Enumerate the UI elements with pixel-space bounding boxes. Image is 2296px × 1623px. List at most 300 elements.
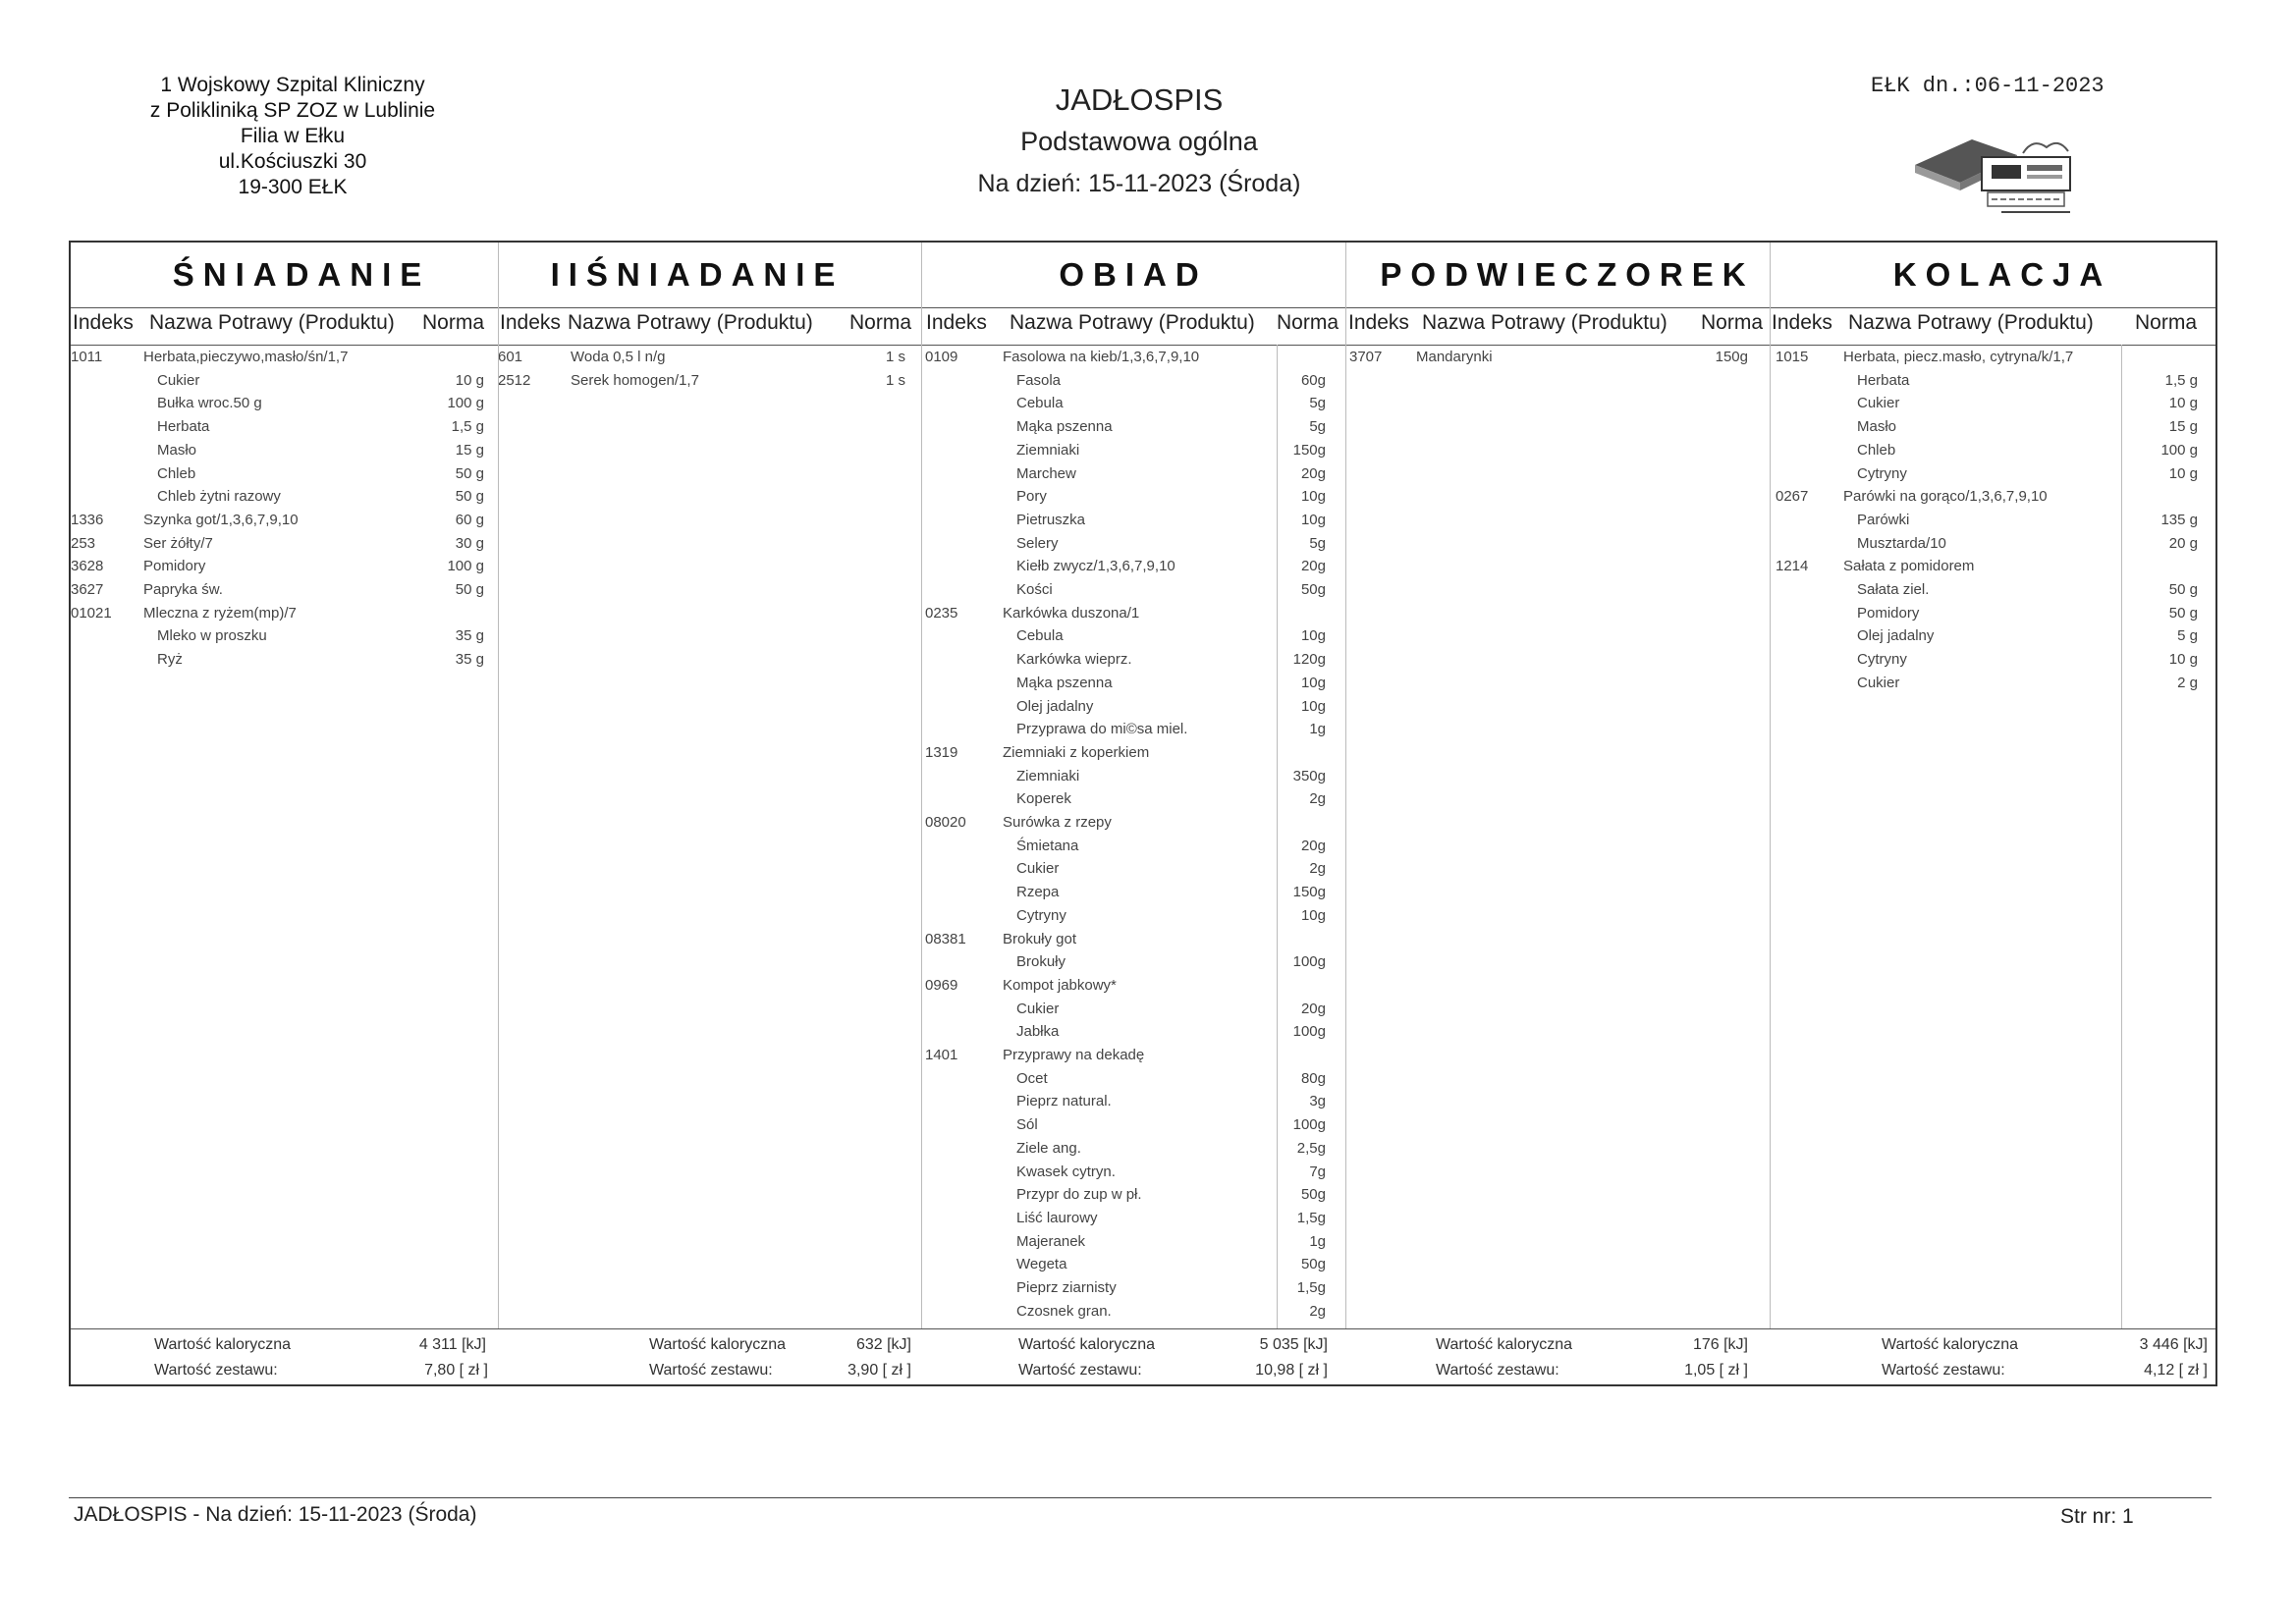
- meal-afternoon-snack: [1345, 243, 1770, 1386]
- row-name: Herbata,pieczywo,masło/śn/1,7: [143, 349, 349, 365]
- row-name: Przyprawy na dekadę: [1003, 1047, 1145, 1063]
- col-index-header: Indeks: [926, 311, 987, 334]
- row-name: Sałata ziel.: [1857, 581, 1930, 598]
- menu-table: [69, 241, 2217, 1386]
- menu-row: [921, 953, 1345, 977]
- menu-row: [921, 1303, 1345, 1326]
- menu-row: [921, 1140, 1345, 1163]
- cost-label: Wartość zestawu:: [1436, 1362, 1559, 1379]
- row-norm: 1,5g: [1296, 1209, 1326, 1226]
- menu-row: [921, 1186, 1345, 1210]
- meal-title: PODWIECZOREK: [1380, 256, 1755, 293]
- section-separator: [498, 243, 499, 1328]
- menu-row: [71, 488, 498, 512]
- row-name: Pieprz ziarnisty: [1016, 1279, 1117, 1296]
- institution-line: Filia w Ełku: [240, 125, 346, 147]
- row-name: Rzepa: [1016, 884, 1060, 901]
- cost-label: Wartość zestawu:: [1018, 1362, 1142, 1379]
- row-norm: 50 g: [2168, 604, 2198, 622]
- row-name: Ziemniaki: [1016, 767, 1080, 784]
- printer-logo-icon: [1913, 126, 2082, 220]
- menu-row: [921, 418, 1345, 442]
- row-index: 601: [498, 349, 523, 365]
- row-norm: 100g: [1292, 1116, 1326, 1134]
- row-norm: 30 g: [455, 534, 484, 552]
- row-name: Pory: [1016, 488, 1047, 506]
- column-headers: [498, 311, 921, 343]
- menu-row: [1770, 535, 2215, 559]
- row-name: Cebula: [1016, 395, 1064, 412]
- menu-row: [71, 581, 498, 605]
- menu-row: [921, 790, 1345, 814]
- row-index: 08020: [925, 814, 966, 831]
- menu-row: [921, 1047, 1345, 1070]
- col-index-header: Indeks: [500, 311, 561, 334]
- menu-row: [921, 558, 1345, 581]
- menu-row: [1770, 442, 2215, 465]
- meal-title: KOLACJA: [1892, 256, 2112, 293]
- row-norm: 100g: [1292, 1023, 1326, 1041]
- row-index: 3628: [71, 558, 104, 575]
- menu-row: [921, 1256, 1345, 1279]
- menu-row: [921, 698, 1345, 722]
- menu-row: [71, 418, 498, 442]
- row-norm: 20g: [1300, 558, 1326, 575]
- menu-row: [921, 860, 1345, 884]
- menu-row: [921, 581, 1345, 605]
- row-norm: 10 g: [2168, 464, 2198, 482]
- kcal-label: Wartość kaloryczna: [649, 1336, 786, 1353]
- row-norm: 10g: [1300, 697, 1326, 715]
- row-name: Surówka z rzepy: [1003, 814, 1112, 831]
- menu-row: [71, 442, 498, 465]
- row-index: 0109: [925, 349, 958, 365]
- menu-row: [921, 395, 1345, 418]
- menu-row: [921, 768, 1345, 791]
- row-norm: 2g: [1309, 1302, 1326, 1320]
- menu-row: [1770, 349, 2215, 372]
- column-headers: [921, 311, 1345, 343]
- kcal-value: 5 035 [kJ]: [1259, 1336, 1328, 1353]
- menu-row: [1770, 512, 2215, 535]
- row-name: Ser żółty/7: [143, 534, 213, 552]
- row-norm: 1,5g: [1296, 1279, 1326, 1296]
- row-name: Cukier: [1857, 395, 1900, 412]
- row-norm: 150g: [1715, 349, 1748, 365]
- row-index: 253: [71, 534, 96, 552]
- menu-row: [921, 721, 1345, 744]
- col-name-header: Nazwa Potrawy (Produktu): [1010, 311, 1255, 334]
- row-norm: 10 g: [2168, 395, 2198, 412]
- menu-row: [1770, 558, 2215, 581]
- row-name: Mleko w proszku: [157, 627, 267, 645]
- row-name: Liść laurowy: [1016, 1209, 1098, 1226]
- institution-line: 19-300 EŁK: [238, 176, 348, 198]
- row-norm: 15 g: [455, 441, 484, 459]
- column-headers: [1770, 311, 2215, 343]
- col-norm-header: Norma: [1701, 311, 1764, 334]
- menu-row: [921, 512, 1345, 535]
- menu-row: [71, 372, 498, 396]
- title-block: [864, 81, 1414, 204]
- meal-title: OBIAD: [1059, 256, 1208, 293]
- row-name: Chleb: [1857, 441, 1896, 459]
- row-name: Majeranek: [1016, 1232, 1086, 1250]
- row-index: 1319: [925, 743, 958, 761]
- institution-line: ul.Kościuszki 30: [218, 150, 367, 173]
- menu-row: [921, 605, 1345, 628]
- row-norm: 5g: [1309, 395, 1326, 412]
- row-norm: 60 g: [455, 511, 484, 528]
- menu-row: [71, 535, 498, 559]
- menu-row: [1770, 395, 2215, 418]
- menu-row: [1770, 627, 2215, 651]
- menu-row: [1345, 349, 1770, 372]
- menu-row: [921, 465, 1345, 489]
- menu-row: [498, 372, 921, 396]
- column-headers: [71, 311, 498, 343]
- col-index-header: Indeks: [73, 311, 134, 334]
- row-norm: 1g: [1309, 721, 1326, 738]
- kcal-label: Wartość kaloryczna: [1882, 1336, 2018, 1353]
- row-name: Brokuły got: [1003, 930, 1077, 947]
- row-name: Cebula: [1016, 627, 1064, 645]
- col-norm-header: Norma: [1277, 311, 1339, 334]
- row-name: Kości: [1016, 581, 1053, 598]
- kcal-value: 4 311 [kJ]: [418, 1336, 486, 1353]
- row-norm: 10g: [1300, 674, 1326, 691]
- row-name: Mąka pszenna: [1016, 418, 1113, 436]
- menu-row: [921, 627, 1345, 651]
- menu-row: [71, 465, 498, 489]
- meal-title: IIŚNIADANIE: [550, 256, 845, 293]
- row-norm: 10 g: [455, 371, 484, 389]
- row-name: Czosnek gran.: [1016, 1302, 1112, 1320]
- cost-label: Wartość zestawu:: [154, 1362, 278, 1379]
- menu-row: [921, 1116, 1345, 1140]
- menu-row: [921, 744, 1345, 768]
- cost-value: 10,98 [ zł ]: [1255, 1362, 1328, 1379]
- menu-row: [1770, 465, 2215, 489]
- row-name: Ryż: [157, 651, 183, 669]
- diet-name: Podstawowa ogólna: [1020, 127, 1258, 156]
- row-norm: 20g: [1300, 837, 1326, 854]
- cost-label: Wartość zestawu:: [1882, 1362, 2005, 1379]
- row-name: Bułka wroc.50 g: [157, 395, 262, 412]
- row-name: Cytryny: [1857, 651, 1907, 669]
- row-name: Cukier: [1016, 1000, 1060, 1017]
- institution-line: 1 Wojskowy Szpital Kliniczny: [160, 74, 425, 96]
- menu-row: [921, 1093, 1345, 1116]
- row-name: Herbata: [1857, 371, 1910, 389]
- menu-row: [921, 488, 1345, 512]
- row-name: Karkówka duszona/1: [1003, 604, 1140, 622]
- kcal-label: Wartość kaloryczna: [1018, 1336, 1155, 1353]
- row-norm: 150g: [1292, 441, 1326, 459]
- cost-value: 3,90 [ zł ]: [847, 1362, 911, 1379]
- norm-column-separator: [1277, 345, 1278, 1328]
- row-name: Serek homogen/1,7: [571, 371, 699, 389]
- section-separator: [1770, 243, 1771, 1328]
- row-index: 1336: [71, 511, 104, 528]
- row-norm: 50 g: [455, 488, 484, 506]
- row-norm: 3g: [1309, 1093, 1326, 1110]
- row-norm: 50g: [1300, 1186, 1326, 1204]
- row-norm: 1,5 g: [451, 418, 484, 436]
- menu-row: [921, 1233, 1345, 1257]
- page-title: JADŁOSPIS: [1055, 82, 1224, 117]
- menu-row: [921, 675, 1345, 698]
- row-name: Przyprawa do mi©sa miel.: [1016, 721, 1188, 738]
- row-norm: 50g: [1300, 581, 1326, 598]
- row-name: Woda 0,5 l n/g: [571, 349, 666, 365]
- menu-row: [921, 1023, 1345, 1047]
- row-norm: 10g: [1300, 511, 1326, 528]
- row-name: Olej jadalny: [1857, 627, 1935, 645]
- menu-row: [921, 349, 1345, 372]
- menu-row: [71, 512, 498, 535]
- col-name-header: Nazwa Potrawy (Produktu): [1848, 311, 2094, 334]
- row-index: 1214: [1776, 558, 1809, 575]
- row-name: Ziemniaki: [1016, 441, 1080, 459]
- row-name: Chleb: [157, 464, 196, 482]
- menu-row: [921, 884, 1345, 907]
- menu-row: [921, 651, 1345, 675]
- row-name: Pomidory: [1857, 604, 1920, 622]
- row-norm: 120g: [1292, 651, 1326, 669]
- kcal-value: 176 [kJ]: [1692, 1336, 1748, 1353]
- row-name: Kompot jabkowy*: [1003, 976, 1117, 994]
- menu-row: [921, 977, 1345, 1001]
- row-norm: 2,5g: [1296, 1139, 1326, 1157]
- row-index: 0235: [925, 604, 958, 622]
- row-name: Pieprz natural.: [1016, 1093, 1112, 1110]
- column-headers: [1345, 311, 1770, 343]
- menu-row: [71, 395, 498, 418]
- row-index: 3707: [1349, 349, 1383, 365]
- row-norm: 2g: [1309, 860, 1326, 878]
- row-name: Masło: [1857, 418, 1897, 436]
- row-name: Sałata z pomidorem: [1843, 558, 1975, 575]
- col-index-header: Indeks: [1772, 311, 1832, 334]
- row-name: Mąka pszenna: [1016, 674, 1113, 691]
- col-index-header: Indeks: [1348, 311, 1409, 334]
- row-name: Cytryny: [1016, 906, 1066, 924]
- issue-date-stamp: EŁK dn.:06-11-2023: [1871, 74, 2105, 98]
- menu-row: [921, 814, 1345, 838]
- menu-row: [921, 442, 1345, 465]
- menu-row: [1770, 605, 2215, 628]
- row-norm: 10g: [1300, 488, 1326, 506]
- footer-divider: [69, 1497, 2212, 1498]
- col-norm-header: Norma: [422, 311, 485, 334]
- menu-row: [921, 1163, 1345, 1187]
- kcal-label: Wartość kaloryczna: [154, 1336, 291, 1353]
- kcal-label: Wartość kaloryczna: [1436, 1336, 1572, 1353]
- row-name: Musztarda/10: [1857, 534, 1946, 552]
- kcal-value: 632 [kJ]: [855, 1336, 911, 1353]
- menu-row: [921, 372, 1345, 396]
- row-name: Olej jadalny: [1016, 697, 1094, 715]
- row-index: 0267: [1776, 488, 1809, 506]
- col-name-header: Nazwa Potrawy (Produktu): [1422, 311, 1667, 334]
- menu-row: [1770, 418, 2215, 442]
- row-norm: 5g: [1309, 418, 1326, 436]
- row-name: Parówki na gorąco/1,3,6,7,9,10: [1843, 488, 2048, 506]
- row-norm: 5g: [1309, 534, 1326, 552]
- row-name: Mandarynki: [1416, 349, 1493, 365]
- menu-row: [1770, 372, 2215, 396]
- menu-row: [1770, 488, 2215, 512]
- menu-row: [71, 349, 498, 372]
- row-norm: 2 g: [2177, 674, 2198, 691]
- row-norm: 20g: [1300, 1000, 1326, 1017]
- menu-row: [921, 535, 1345, 559]
- menu-row: [1770, 675, 2215, 698]
- row-name: Parówki: [1857, 511, 1910, 528]
- menu-row: [921, 1210, 1345, 1233]
- row-norm: 150g: [1292, 884, 1326, 901]
- meal-breakfast: [71, 243, 498, 1386]
- row-norm: 50 g: [455, 581, 484, 598]
- row-norm: 20 g: [2168, 534, 2198, 552]
- row-name: Fasolowa na kieb/1,3,6,7,9,10: [1003, 349, 1200, 365]
- cost-value: 4,12 [ zł ]: [2144, 1362, 2208, 1379]
- menu-row: [71, 605, 498, 628]
- menu-row: [71, 651, 498, 675]
- row-norm: 60g: [1300, 371, 1326, 389]
- menu-row: [921, 1001, 1345, 1024]
- row-name: Ziemniaki z koperkiem: [1003, 743, 1150, 761]
- cost-value: 1,05 [ zł ]: [1684, 1362, 1748, 1379]
- row-name: Kwasek cytryn.: [1016, 1163, 1116, 1180]
- row-norm: 35 g: [455, 627, 484, 645]
- institution-line: z Polikliniką SP ZOZ w Lublinie: [149, 99, 436, 122]
- row-norm: 80g: [1300, 1069, 1326, 1087]
- row-name: Śmietana: [1016, 837, 1079, 854]
- menu-row: [921, 931, 1345, 954]
- kcal-value: 3 446 [kJ]: [2139, 1336, 2208, 1353]
- row-index: 1015: [1776, 349, 1809, 365]
- row-name: Karkówka wieprz.: [1016, 651, 1132, 669]
- row-name: Koperek: [1016, 790, 1071, 808]
- row-name: Przypr do zup w pł.: [1016, 1186, 1142, 1204]
- row-norm: 1 s: [885, 349, 905, 365]
- row-name: Herbata, piecz.masło, cytryna/k/1,7: [1843, 349, 2074, 365]
- norm-column-separator: [2121, 345, 2122, 1328]
- row-norm: 100g: [1292, 953, 1326, 971]
- row-norm: 2g: [1309, 790, 1326, 808]
- row-name: Cukier: [1016, 860, 1060, 878]
- row-name: Jabłka: [1016, 1023, 1060, 1041]
- row-name: Brokuły: [1016, 953, 1066, 971]
- section-separator: [1345, 243, 1346, 1328]
- row-index: 0969: [925, 976, 958, 994]
- row-norm: 50 g: [455, 464, 484, 482]
- menu-row: [71, 558, 498, 581]
- col-name-header: Nazwa Potrawy (Produktu): [568, 311, 813, 334]
- row-norm: 100 g: [2160, 441, 2198, 459]
- menu-row: [921, 1070, 1345, 1094]
- row-norm: 50 g: [2168, 581, 2198, 598]
- row-norm: 50g: [1300, 1256, 1326, 1273]
- meal-lunch: [921, 243, 1345, 1386]
- cost-value: 7,80 [ zł ]: [424, 1362, 488, 1379]
- row-name: Ziele ang.: [1016, 1139, 1081, 1157]
- cost-label-text: Wartość zestawu: [1882, 1362, 2001, 1379]
- row-norm: 135 g: [2160, 511, 2198, 528]
- row-index: 01021: [71, 604, 112, 622]
- cost-label-text: Wartość zestawu: [154, 1362, 274, 1379]
- menu-row: [921, 1279, 1345, 1303]
- col-norm-header: Norma: [2135, 311, 2198, 334]
- row-index: 08381: [925, 930, 966, 947]
- menu-date: Na dzień: 15-11-2023 (Środa): [977, 170, 1301, 197]
- row-norm: 5 g: [2177, 627, 2198, 645]
- row-name: Selery: [1016, 534, 1059, 552]
- institution-block: [116, 73, 469, 200]
- row-name: Wegeta: [1016, 1256, 1067, 1273]
- row-norm: 1g: [1309, 1232, 1326, 1250]
- row-name: Chleb żytni razowy: [157, 488, 281, 506]
- row-name: Mleczna z ryżem(mp)/7: [143, 604, 297, 622]
- menu-row: [1770, 581, 2215, 605]
- row-name: Cytryny: [1857, 464, 1907, 482]
- row-norm: 10g: [1300, 906, 1326, 924]
- row-name: Herbata: [157, 418, 210, 436]
- meal-supper: [1770, 243, 2215, 1386]
- row-name: Papryka św.: [143, 581, 223, 598]
- page-number: Str nr: 1: [2060, 1505, 2134, 1528]
- cost-label: Wartość zestawu:: [649, 1362, 773, 1379]
- row-index: 3627: [71, 581, 104, 598]
- row-norm: 35 g: [455, 651, 484, 669]
- row-name: Kiełb zwycz/1,3,6,7,9,10: [1016, 558, 1175, 575]
- row-norm: 7g: [1309, 1163, 1326, 1180]
- meal-second-breakfast: [498, 243, 921, 1386]
- menu-row: [921, 838, 1345, 861]
- row-name: Fasola: [1016, 371, 1062, 389]
- meal-title: ŚNIADANIE: [172, 256, 431, 293]
- menu-row: [1770, 651, 2215, 675]
- footer-title: JADŁOSPIS - Na dzień: 15-11-2023 (Środa): [74, 1503, 477, 1526]
- row-norm: 20g: [1300, 464, 1326, 482]
- row-norm: 10 g: [2168, 651, 2198, 669]
- cost-label-text: Wartość zestawu: [649, 1362, 769, 1379]
- row-name: Ocet: [1016, 1069, 1048, 1087]
- menu-row: [498, 349, 921, 372]
- col-name-header: Nazwa Potrawy (Produktu): [149, 311, 395, 334]
- row-index: 2512: [498, 371, 531, 389]
- row-index: 1011: [71, 349, 103, 365]
- row-name: Sól: [1016, 1116, 1038, 1134]
- row-index: 1401: [925, 1047, 958, 1063]
- menu-row: [71, 627, 498, 651]
- row-name: Cukier: [1857, 674, 1900, 691]
- row-norm: 350g: [1292, 767, 1326, 784]
- row-name: Pomidory: [143, 558, 206, 575]
- row-name: Marchew: [1016, 464, 1076, 482]
- row-name: Pietruszka: [1016, 511, 1086, 528]
- menu-row: [921, 907, 1345, 931]
- row-norm: 1 s: [885, 371, 905, 389]
- section-separator: [921, 243, 922, 1328]
- row-norm: 100 g: [447, 395, 484, 412]
- row-norm: 1,5 g: [2164, 371, 2198, 389]
- row-norm: 100 g: [447, 558, 484, 575]
- col-norm-header: Norma: [849, 311, 912, 334]
- cost-label-text: Wartość zestawu: [1436, 1362, 1556, 1379]
